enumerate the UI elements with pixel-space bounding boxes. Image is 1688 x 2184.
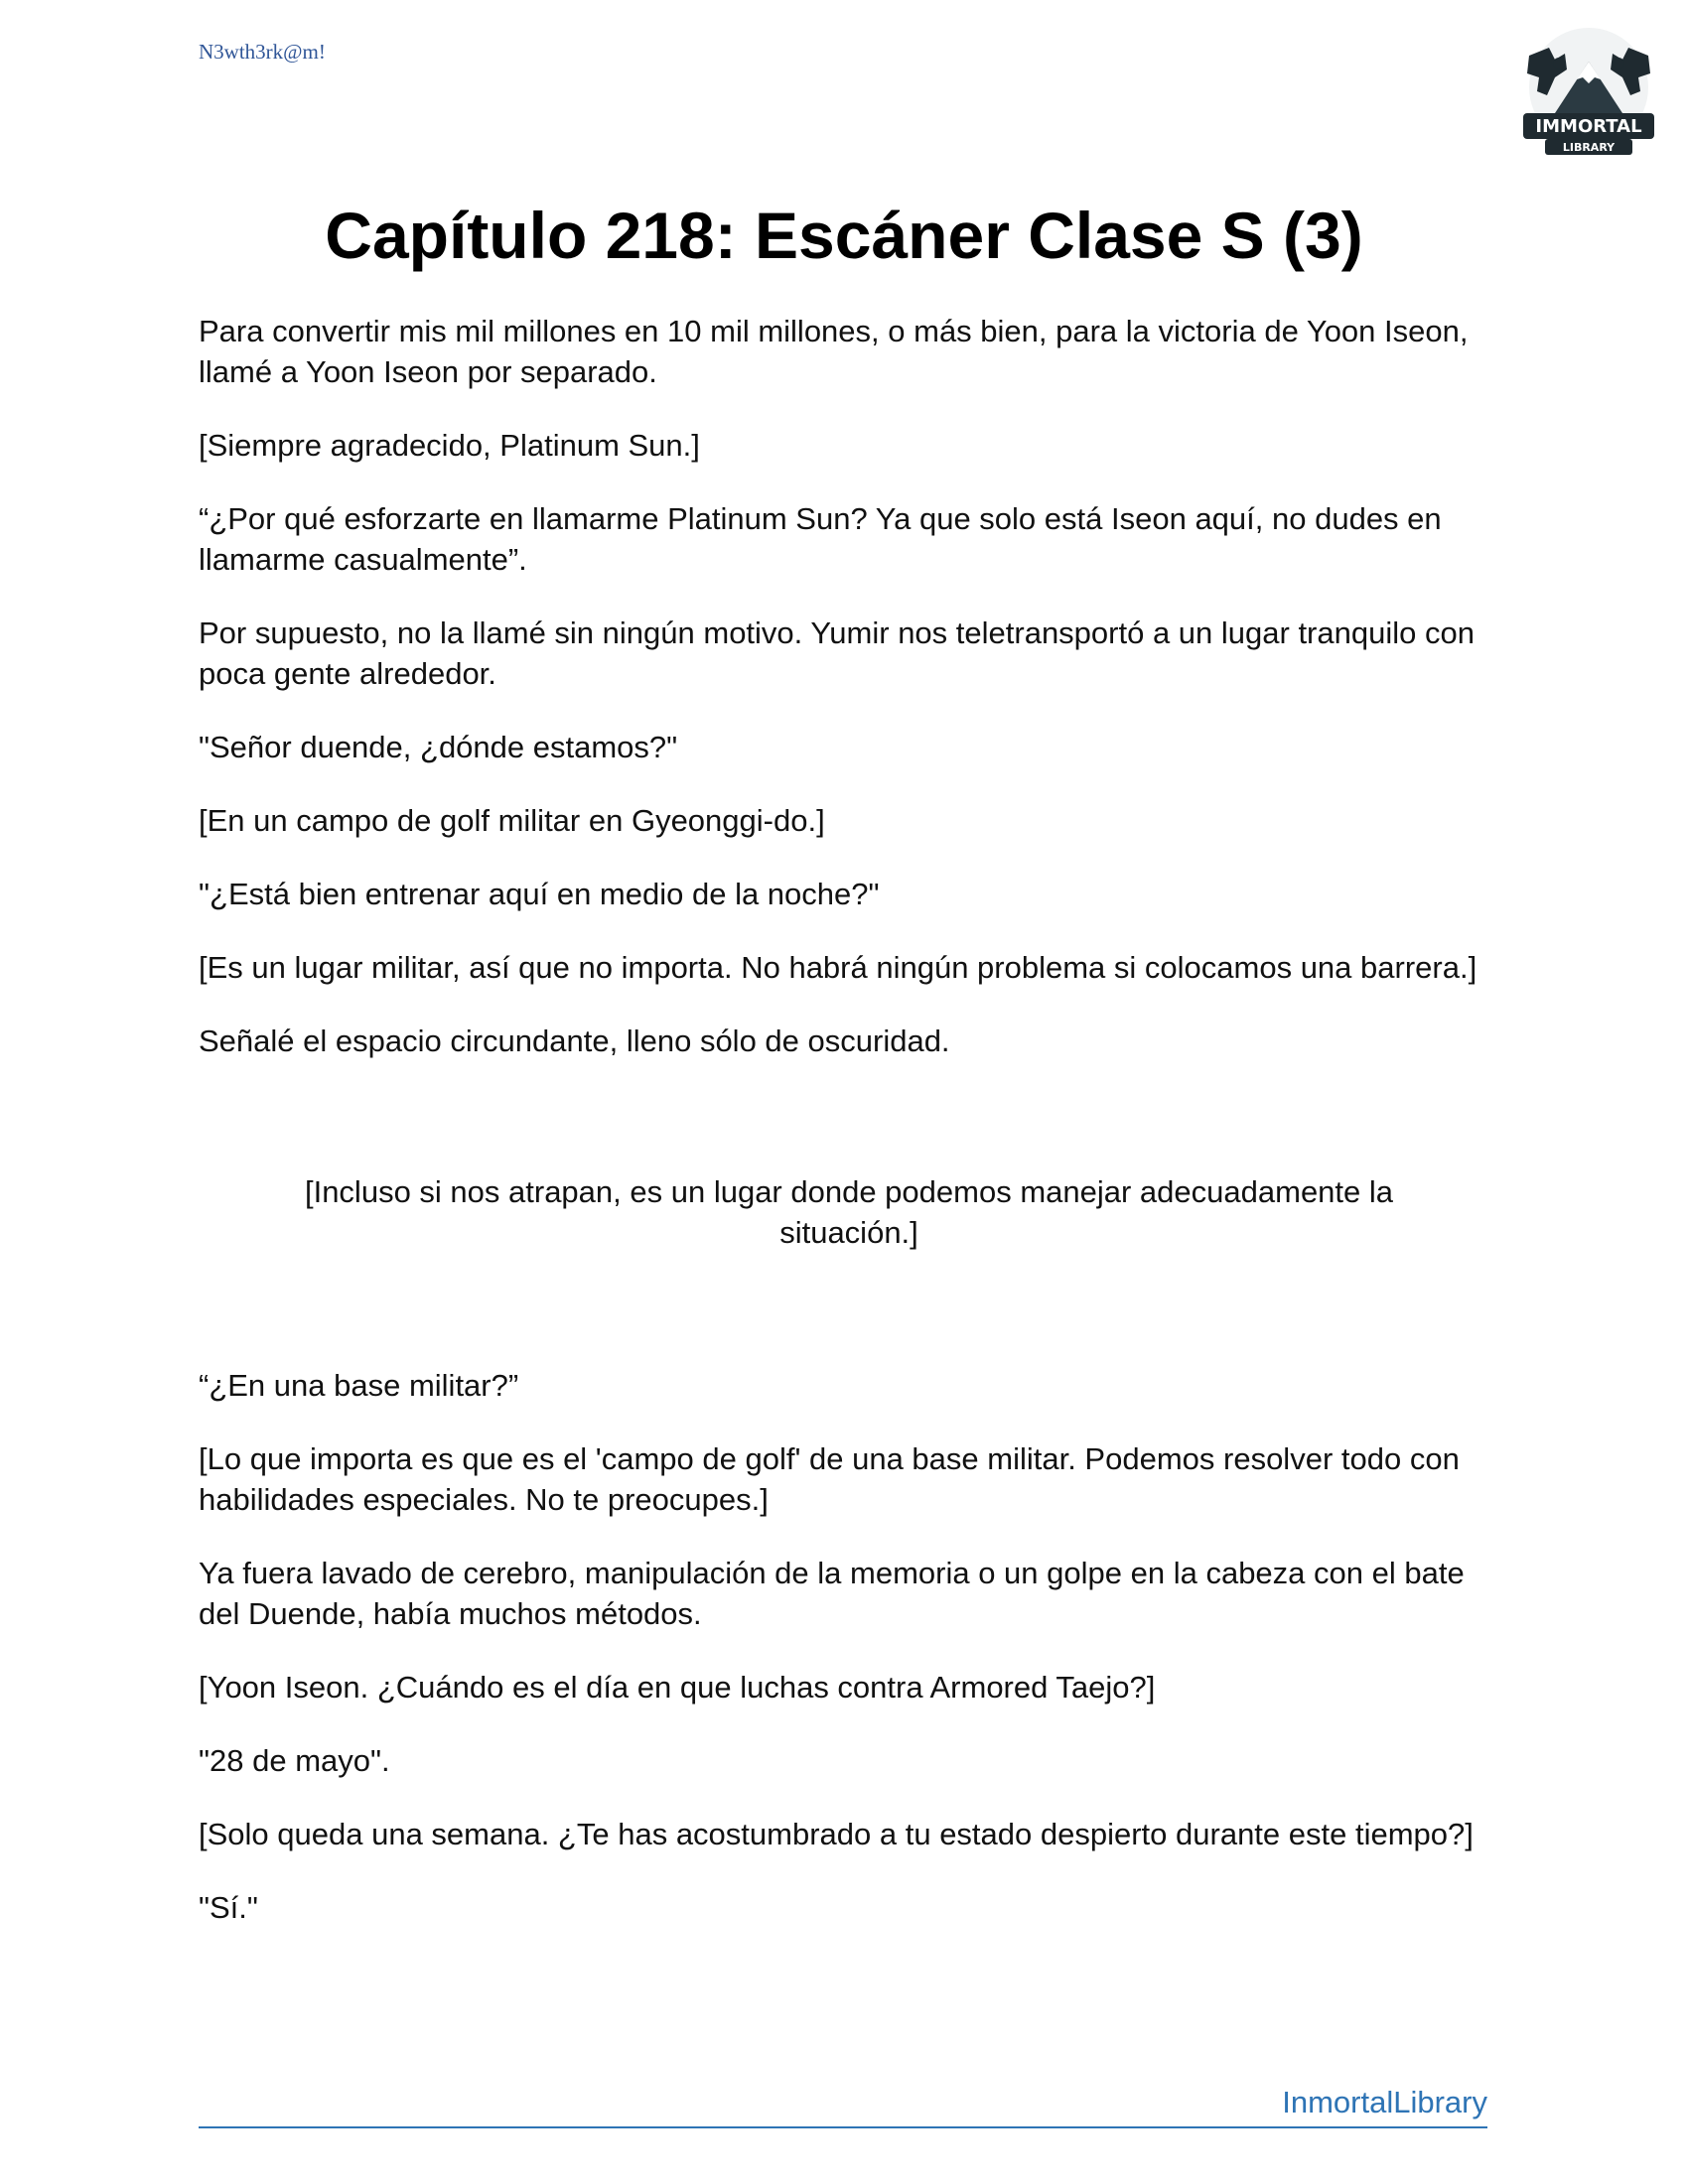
spacer xyxy=(199,1094,1499,1171)
paragraph: Señalé el espacio circundante, lleno sólo de oscuridad. xyxy=(199,1024,950,1058)
paragraph: [Solo queda una semana. ¿Te has acostumbrado a tu estado despierto durante este tiempo?] xyxy=(199,1817,1474,1851)
paragraph: "28 de mayo". xyxy=(199,1743,390,1778)
paragraph: "Señor duende, ¿dónde estamos?" xyxy=(199,730,678,764)
paragraph: [Yoon Iseon. ¿Cuándo es el día en que luchas contra Armored Taejo?] xyxy=(199,1670,1156,1705)
chapter-body xyxy=(199,311,1499,1961)
header-watermark: N3wth3rk@m! xyxy=(199,40,326,64)
paragraph: Por supuesto, no la llamé sin ningún motivo. Yumir nos teletransportó a un lugar tranquilo con poca gente alrededor. xyxy=(199,615,1475,691)
paragraph: [Lo que importa es que es el 'campo de golf' de una base militar. Podemos resolver todo con habilidades especiales. No te preocupes.] xyxy=(199,1441,1460,1517)
paragraph: Para convertir mis mil millones en 10 mil millones, o más bien, para la victoria de Yoon Iseon, llamé a Yoon Iseon por separado. xyxy=(199,314,1469,389)
chapter-title: Capítulo 218: Escáner Clase S (3) xyxy=(325,199,1363,272)
paragraph: Ya fuera lavado de cerebro, manipulación de la memoria o un golpe en la cabeza con el bate del Duende, había muchos métodos. xyxy=(199,1556,1465,1631)
logo-text-line1: IMMORTAL xyxy=(1535,116,1642,137)
paragraph: [En un campo de golf militar en Gyeonggi-do.] xyxy=(199,803,825,838)
centered-paragraph: [Incluso si nos atrapan, es un lugar donde podemos manejar adecuadamente la situación.] xyxy=(304,1174,1394,1250)
paragraph: [Es un lugar militar, así que no importa. No habrá ningún problema si colocamos una barrera.] xyxy=(199,950,1477,985)
logo-text-line2: LIBRARY xyxy=(1562,141,1616,154)
immortal-library-logo xyxy=(1509,26,1668,165)
paragraph: “¿Por qué esforzarte en llamarme Platinum Sun? Ya que solo está Iseon aquí, no dudes en llamarme casualmente”. xyxy=(199,501,1442,577)
paragraph: "Sí." xyxy=(199,1890,258,1925)
spacer xyxy=(199,1286,1499,1365)
footer-link[interactable]: InmortalLibrary xyxy=(1282,2085,1487,2119)
paragraph: “¿En una base militar?” xyxy=(199,1368,519,1403)
footer-divider xyxy=(199,2126,1487,2128)
paragraph: "¿Está bien entrenar aquí en medio de la noche?" xyxy=(199,877,880,911)
paragraph: [Siempre agradecido, Platinum Sun.] xyxy=(199,428,700,463)
